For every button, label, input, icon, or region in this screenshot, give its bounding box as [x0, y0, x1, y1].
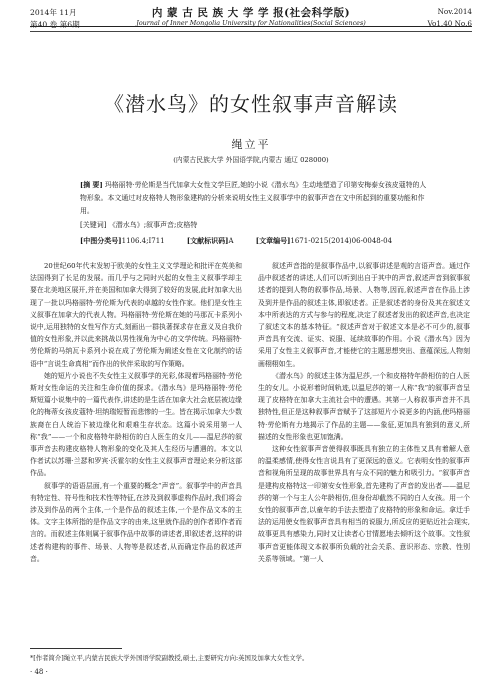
paragraph: 20世纪60年代末发轫于欧美的女性主义文学理论和批评在英美和法国得到了长足的发展。而几乎与之同时兴起的女性主义叙事学却主要在北美地区展开,并在美国和加拿大得到了较好的发展,此时加拿大出现了一批以玛格丽特·劳伦斯为代表的卓越的女性作家。他们是女性主义叙事在加拿大的代表人物。玛格丽特·劳伦斯在她的马那瓦卡系列小说中,运用独特的女性写作方式,刻画出一群执著探求存在意义及自我价值的女性形象,并以此来挑战以男性视角为中心的文学传统。玛格丽特·劳伦斯的马纳瓦卡系列小说在成了劳伦斯为阐述女性在文化制约的话语中“言说生命真相”而作出的伙伴采取的写作策略。: [30, 262, 242, 368]
paragraph: 叙事学的语语层面,有一个重要的概念“声音”。叙事学中的声音具有特定性、符号性和技术性等特征,在涉及到叙事虚构作品时,我们将会涉及到作品的两个主体,一个是作品的叙述主体,一个是作品文本的主体。文字主体所指的是作品文字的由来,这里就作品的创作者即作者而言的。而叙述主体则属于叙事作品中故事的讲述者,即叙述者,这样的讲述者构建构的事件、场景、人物等是叙述者,从而确定作品的叙述声音。: [30, 481, 242, 563]
cls-code: 1106.4;I711: [121, 237, 165, 245]
article-title: 《潜水鸟》的女性叙事声音解读: [104, 92, 398, 116]
body-column-left: [30, 260, 242, 565]
header-rule-thin: [30, 31, 472, 32]
keywords: [80, 220, 197, 230]
issue-date-en: Nov.2014: [437, 7, 472, 16]
volume-cn: 第40 卷 第6期: [30, 20, 80, 29]
page-number: · 48 ·: [30, 668, 48, 676]
abstract-text: 玛格丽特·劳伦斯是当代加拿大女性文学巨匠,她的小说《潜水鸟》生动地塑造了印第安梅泰女孩皮蔻特的人物形象。本文通过对皮格特人物形象建构的分析来说明女性主义叙事学中的叙事声音在文中所起到的重要功能和作用。: [80, 181, 427, 215]
cls-label: [中图分类号]: [80, 236, 122, 245]
author-affiliation: (内蒙古民族大学 外国语学院,内蒙古 通辽 028000): [173, 156, 329, 164]
doc-group: [187, 237, 244, 245]
article-code: 1671-0215(2014)06-0048-04: [290, 237, 393, 245]
footnote-rule: [30, 648, 122, 649]
journal-name-cn: 内 蒙 古 民 族 大 学 学 报(社会科学版): [151, 7, 351, 19]
paragraph: 她的短片小说也不失女性主义叙事学的光彩,体现着玛格丽特·劳伦斯对女性命运的关注和生命价值的探求。《潜水鸟》是玛格丽特·劳伦斯短篇小说集中的一篇代表作,讲述的是生活在加拿大社会底层被边缘化的梅蒂女孩皮蔻特·坦纳瑞短暂而悲惨的一生。皆在揭示加拿大少数族裔在白人统治下被边缘化和艰难生存状态。这篇小说采用第一人称“我”——一个和皮格特年龄相仿的白人医生的女儿——温尼莎的叙事声音去构建皮格特人物形象的变化及其人生经历与遭遇的。本文以作者试以苏珊·兰瑟和罗宾·沃霍尔的女性主义叙事声音理论来分析这部作品。: [30, 371, 242, 478]
abstract-label: [摘 要]: [80, 181, 103, 189]
paragraph: 这种女性叙事声音使得叙事既具有独立的主体性又具有着解人意的温柔感情,使得女性言说具有了更深远的意义。它表明女性的叙事声音和视角所呈现的故事世界具有与众不同的魅力和吸引力。“叙事声音是建构皮格特这一印第安女性形象,首先建构了声音的发出者——温尼莎的第一个与主人公年龄相仿,但身份却截然不同的白人女孩。用一个女性的叙事声音,以童年的手法去塑造了皮格特的形象和命运。拿迁手法的运用使女性叙事声音具有相当的说服力,所反应的更贴近社会现实,故事更具有感染力,同时又让读者心甘情愿地去倾听这个故事。文性叙事声音更能体现文本叙事所负载的社会关系、意识形态、宗教、性别关系等领域。“第一人: [258, 445, 470, 563]
journal-name-en: Journal of Inner Mongolia University for Nationalities(Social Sciences): [136, 19, 366, 27]
cls-group: [80, 237, 175, 245]
article-group: [256, 237, 402, 245]
keywords-label: [关键词]: [80, 221, 107, 229]
paragraph: 叙述声音指的是叙事作品中,以叙事讲述是观的言语声音。通过作品中叙述者的讲述,人们可以听到出自于其中的声音,叙述声音到叙事叙述者的提到人物的叙事作品,场景、人物等,因而,叙述声音在作品上涉及到并是作品的叙述主体,即叙述者。正是叙述者的身份及其在叙述文本中所表达的方式与参与的程度,决定了叙述者发出的叙述声音,也决定了叙述文本的基本特征。“叙述声音对于叙述文本是必不可少的,叙事声音具有交流、证实、说服、延续故事的作用。小说《潜水鸟》因为采用了女性主义叙事声音,才能使它的主题思想突出、意蕴深远,人物刻画栩栩如生。: [258, 262, 470, 368]
header-rule: [30, 26, 472, 27]
doc-code: A: [228, 237, 234, 245]
paragraph: 《潜水鸟》的叙述主体为温尼莎,一个和皮格特年龄相仿的白人医生的女儿。小说形着时间轨迹,以温尼莎的第一人称“我”的叙事声音呈现了皮格特在加拿大主流社会中的遭遇。其第一人称叙事声音并不具独特性,但正是这种叙事声音赋予了这部短片小说更多的内涵,使玛格丽特·劳伦斯有力地揭示了作品的主题——象征,更加具有独到的意义,所描述的女性形象也更加饱满。: [258, 371, 470, 441]
body-column-right: [258, 260, 470, 565]
doc-label: [文献标识码]: [186, 236, 229, 245]
volume-en: Vo1.40 No.6: [427, 19, 472, 28]
author-footnote: *[作者简介]绳立平,内蒙古民族大学外国语学院副教授,硕士,主要研究方向:英国及加拿大女性文学。: [30, 654, 309, 662]
classification-line: [80, 236, 412, 246]
issue-date-cn: 2014年 11月: [30, 8, 77, 17]
article-label: [文章编号]: [255, 236, 291, 245]
keywords-text: 《潜水鸟》;叙事声音;皮格特: [108, 221, 198, 229]
journal-header: [30, 5, 472, 43]
abstract: [80, 179, 430, 218]
author-name: 绳立平: [231, 138, 271, 151]
